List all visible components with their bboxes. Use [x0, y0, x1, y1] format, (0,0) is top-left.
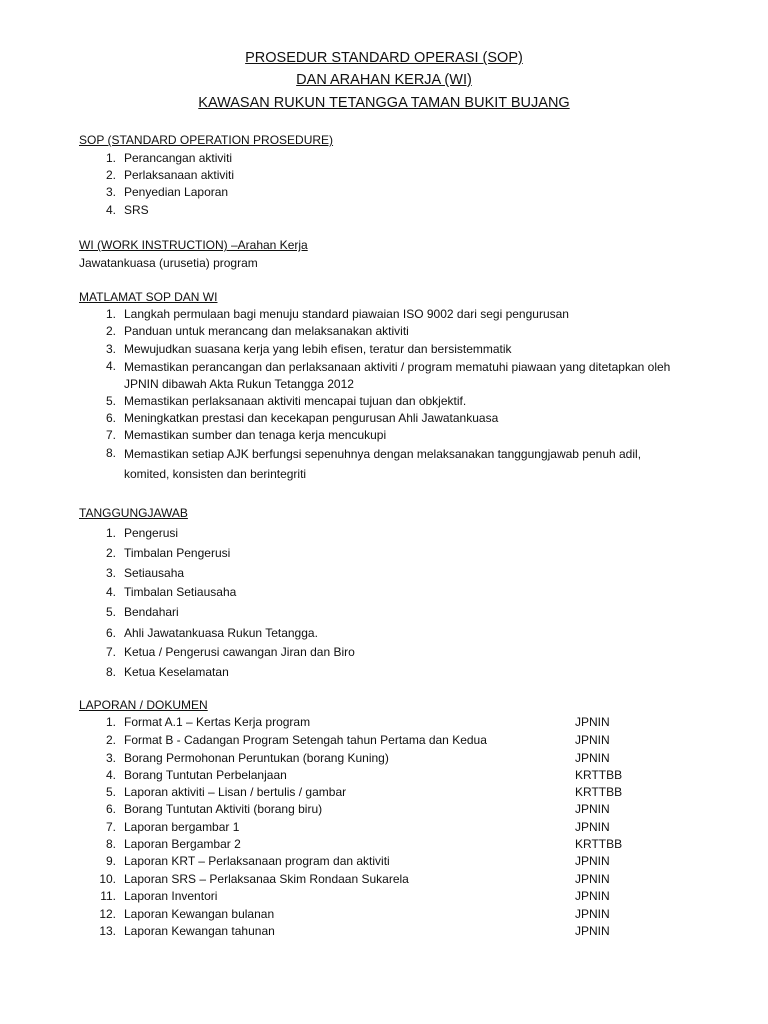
- item-text: Laporan Kewangan tahunan: [124, 924, 275, 938]
- item-text: Penyedian Laporan: [124, 185, 229, 199]
- item-text: Laporan KRT – Perlaksanaan program dan aktiviti: [124, 854, 390, 868]
- wi-text: Jawatankuasa (urusetia) program: [79, 256, 258, 270]
- doc-title-line-2: DAN ARAHAN KERJA (WI): [296, 72, 472, 88]
- item-text: Ketua Keselamatan: [124, 665, 229, 679]
- item-text: Pengerusi: [124, 526, 179, 540]
- item-number: 3.: [105, 185, 116, 199]
- doc-title-line-3: KAWASAN RUKUN TETANGGA TAMAN BUKIT BUJANG: [198, 95, 570, 111]
- item-text: Borang Tuntutan Perbelanjaan: [124, 768, 287, 782]
- item-text: Panduan untuk merancang dan melaksanakan aktiviti: [124, 324, 409, 338]
- item-number: 7.: [105, 645, 116, 659]
- item-text: Setiausaha: [124, 566, 185, 580]
- doc-title-line-1: PROSEDUR STANDARD OPERASI (SOP): [245, 50, 523, 66]
- item-number: 13.: [99, 924, 116, 938]
- laporan-heading: LAPORAN / DOKUMEN: [79, 698, 208, 712]
- item-number: 4.: [105, 768, 116, 782]
- item-text: Format B - Cadangan Program Setengah tahun Pertama dan Kedua: [124, 733, 487, 747]
- item-text: Laporan aktiviti – Lisan / bertulis / gambar: [124, 785, 347, 799]
- item-number: 3.: [105, 342, 116, 356]
- item-text: Laporan Inventori: [124, 889, 218, 903]
- item-text: Borang Permohonan Peruntukan (borang Kuning): [124, 751, 389, 765]
- item-number: 5.: [105, 394, 116, 408]
- item-text: Langkah permulaan bagi menuju standard piawaian ISO 9002 dari segi pengurusan: [124, 307, 569, 321]
- item-agency: JPNIN: [575, 751, 610, 765]
- item-number: 8.: [105, 837, 116, 851]
- item-number: 11.: [100, 889, 116, 903]
- item-text: Memastikan sumber dan tenaga kerja mencukupi: [124, 428, 387, 442]
- item-text: Mewujudkan suasana kerja yang lebih efisen, teratur dan bersistemmatik: [124, 342, 512, 356]
- item-number: 2.: [105, 733, 116, 747]
- item-number: 6.: [105, 411, 116, 425]
- tanggungjawab-heading: TANGGUNGJAWAB: [79, 506, 188, 520]
- item-text: Borang Tuntutan Aktiviti (borang biru): [124, 802, 323, 816]
- item-number: 3.: [105, 566, 116, 580]
- item-agency: JPNIN: [575, 820, 610, 834]
- item-agency: JPNIN: [575, 889, 610, 903]
- item-number: 1.: [105, 151, 116, 165]
- item-agency: JPNIN: [575, 872, 610, 886]
- item-number: 1.: [105, 715, 116, 729]
- item-agency: KRTTBB: [575, 768, 623, 782]
- item-number: 12.: [99, 907, 116, 921]
- item-agency: JPNIN: [575, 802, 610, 816]
- item-number: 4.: [105, 585, 116, 599]
- item-text: Memastikan perancangan dan perlaksanaan aktiviti / program mematuhi piawaan yang ditetapkan oleh JPNIN dibawah Akta Rukun Tetangga 2012: [124, 360, 671, 391]
- item-number: 3.: [105, 751, 116, 765]
- item-number: 6.: [105, 626, 116, 640]
- item-agency: JPNIN: [575, 854, 610, 868]
- matlamat-heading: MATLAMAT SOP DAN WI: [79, 290, 218, 304]
- item-agency: JPNIN: [575, 733, 610, 747]
- item-number: 1.: [105, 307, 116, 321]
- item-text: Laporan Kewangan bulanan: [124, 907, 275, 921]
- sop-heading: SOP (STANDARD OPERATION PROSEDURE): [79, 133, 334, 147]
- item-agency: JPNIN: [575, 924, 610, 938]
- item-number: 1.: [105, 526, 116, 540]
- item-text: Laporan SRS – Perlaksanaa Skim Rondaan Sukarela: [124, 872, 409, 886]
- item-agency: JPNIN: [575, 715, 610, 729]
- item-number: 10.: [99, 872, 116, 886]
- item-text: Format A.1 – Kertas Kerja program: [124, 715, 311, 729]
- item-number: 8.: [105, 665, 116, 679]
- item-agency: KRTTBB: [575, 837, 623, 851]
- item-text: Ahli Jawatankuasa Rukun Tetangga.: [124, 626, 318, 640]
- item-number: 5.: [105, 785, 116, 799]
- item-text: Laporan bergambar 1: [124, 820, 240, 834]
- item-text: Memastikan perlaksanaan aktiviti mencapai tujuan dan obkjektif.: [124, 394, 467, 408]
- item-text: Meningkatkan prestasi dan kecekapan pengurusan Ahli Jawatankuasa: [124, 411, 499, 425]
- item-number: 9.: [105, 854, 116, 868]
- item-agency: KRTTBB: [575, 785, 623, 799]
- item-number: 4.: [105, 359, 116, 373]
- item-number: 8.: [105, 446, 116, 460]
- item-number: 6.: [105, 802, 116, 816]
- item-text: Perlaksanaan aktiviti: [124, 168, 235, 182]
- wi-heading: WI (WORK INSTRUCTION) –Arahan Kerja: [79, 238, 308, 252]
- item-number: 2.: [105, 324, 116, 338]
- item-number: 7.: [105, 820, 116, 834]
- item-agency: JPNIN: [575, 907, 610, 921]
- item-text: SRS: [124, 203, 149, 217]
- item-text: Memastikan setiap AJK berfungsi sepenuhnya dengan melaksanakan tanggungjawab penuh adil, komited, konsisten dan berintegriti: [124, 447, 642, 481]
- item-number: 2.: [105, 168, 116, 182]
- item-text: Timbalan Pengerusi: [124, 546, 231, 560]
- item-text: Laporan Bergambar 2: [124, 837, 241, 851]
- item-number: 7.: [105, 428, 116, 442]
- item-text: Bendahari: [124, 605, 179, 619]
- item-text: Ketua / Pengerusi cawangan Jiran dan Biro: [124, 645, 355, 659]
- item-text: Perancangan aktiviti: [124, 151, 233, 165]
- item-text: Timbalan Setiausaha: [124, 585, 237, 599]
- item-number: 2.: [105, 546, 116, 560]
- item-number: 4.: [105, 203, 116, 217]
- item-number: 5.: [105, 605, 116, 619]
